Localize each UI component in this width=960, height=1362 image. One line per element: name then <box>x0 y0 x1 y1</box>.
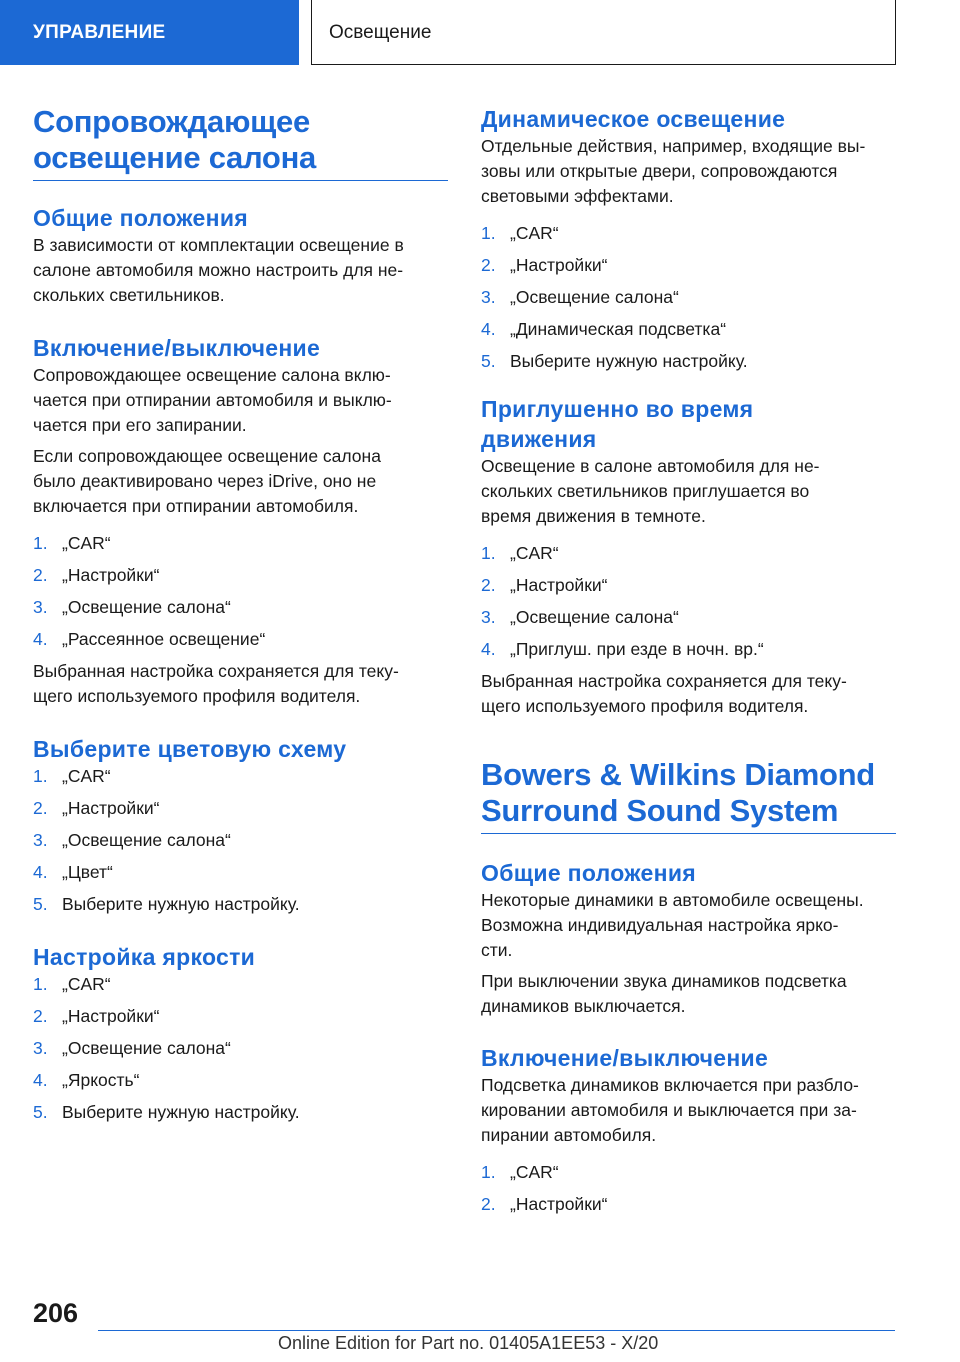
section-tab: УПРАВЛЕНИЕ <box>0 0 299 65</box>
list-item: 1. „CAR“ <box>33 974 111 994</box>
list-item: 4. „Приглуш. при езде в ночн. вр.“ <box>481 639 764 659</box>
list-item: 3. „Освещение салона“ <box>33 830 231 850</box>
list-item: 2. „Настройки“ <box>481 575 608 595</box>
paragraph-mute: При выключении звука динамиков подсветка динамиков выключается. <box>481 971 847 1016</box>
list-item: 4. „Динамическая подсветка“ <box>481 319 727 339</box>
steps-speaker-light <box>481 1160 896 1217</box>
paragraph-dimmed: Освещение в салоне автомобиля для не- скольких светильников приглушается во время движения в темноте. <box>481 456 820 526</box>
chapter-heading-bowers-wilkins: Bowers & Wilkins Diamond Surround Sound System <box>481 757 896 834</box>
list-item: 5. Выберите нужную настройку. <box>33 894 300 914</box>
list-item: 5. Выберите нужную настройку. <box>481 351 748 371</box>
list-item: 2. „Настройки“ <box>33 798 160 818</box>
list-item: 4. „Цвет“ <box>33 862 113 882</box>
left-column <box>33 104 448 1132</box>
heading-dimmed-driving: Приглушенно во время движения <box>481 396 754 452</box>
page-number: 206 <box>33 1298 79 1328</box>
heading-brightness: Настройка яркости <box>33 944 256 970</box>
list-item: 2. „Настройки“ <box>481 1194 608 1214</box>
steps-dimmed <box>481 541 896 662</box>
paragraph-general: В зависимости от комплектации освещение в салоне автомобиля можно настроить для не- скольких светильников. <box>33 235 404 305</box>
list-item: 2. „Настройки“ <box>33 1006 160 1026</box>
list-item: 1. „CAR“ <box>481 223 559 243</box>
list-item: 1. „CAR“ <box>33 533 111 553</box>
list-item: 3. „Освещение салона“ <box>481 607 679 627</box>
steps-dynamic <box>481 221 896 374</box>
footer-rule <box>98 1330 895 1331</box>
list-item: 2. „Настройки“ <box>481 255 608 275</box>
list-item: 2. „Настройки“ <box>33 565 160 585</box>
steps-color <box>33 764 448 917</box>
paragraph-profile-note-2: Выбранная настройка сохраняется для теку- щего используемого профиля водителя. <box>481 671 847 716</box>
list-item: 5. Выберите нужную настройку. <box>33 1102 300 1122</box>
right-column <box>481 104 896 1224</box>
heading-on-off-2: Включение/выключение <box>481 1045 769 1071</box>
paragraph-profile-note: Выбранная настройка сохраняется для теку- щего используемого профиля водителя. <box>33 661 399 706</box>
list-item: 3. „Освещение салона“ <box>33 1038 231 1058</box>
list-item: 1. „CAR“ <box>481 1162 559 1182</box>
heading-on-off: Включение/выключение <box>33 335 321 361</box>
heading-color-scheme: Выберите цветовую схему <box>33 736 347 762</box>
list-item: 4. „Рассеянное освещение“ <box>33 629 266 649</box>
heading-dynamic-lighting: Динамическое освещение <box>481 106 786 132</box>
paragraph-on-off: Сопровождающее освещение салона вклю- чается при отпирании автомобиля и выклю- чается при его запирании. <box>33 365 392 435</box>
heading-general: Общие положения <box>33 205 248 231</box>
paragraph-idrive: Если сопровождающее освещение салона было деактивировано через iDrive, оно не включается при отпирании автомобиля. <box>33 446 381 516</box>
list-item: 1. „CAR“ <box>481 543 559 563</box>
list-item: 4. „Яркость“ <box>33 1070 140 1090</box>
paragraph-speaker-light: Подсветка динамиков включается при разбло- кировании автомобиля и выключается при за- пирании автомобиля. <box>481 1075 859 1145</box>
heading-general-2: Общие положения <box>481 860 696 886</box>
chapter-heading-interior-lighting: Сопровождающее освещение салона <box>33 104 448 181</box>
list-item: 3. „Освещение салона“ <box>481 287 679 307</box>
paragraph-speakers: Некоторые динамики в автомобиле освещены. Возможна индивидуальная настройка ярко- сти. <box>481 890 864 960</box>
list-item: 3. „Освещение салона“ <box>33 597 231 617</box>
chapter-title: Освещение <box>329 22 432 43</box>
steps-ambient <box>33 531 448 652</box>
steps-brightness <box>33 972 448 1125</box>
footer-edition: Online Edition for Part no. 01405A1EE53 - X/20 <box>278 1333 659 1353</box>
header-box <box>311 0 896 65</box>
list-item: 1. „CAR“ <box>33 766 111 786</box>
paragraph-dynamic: Отдельные действия, например, входящие вы- зовы или открытые двери, сопровождаются световыми эффектами. <box>481 136 866 206</box>
